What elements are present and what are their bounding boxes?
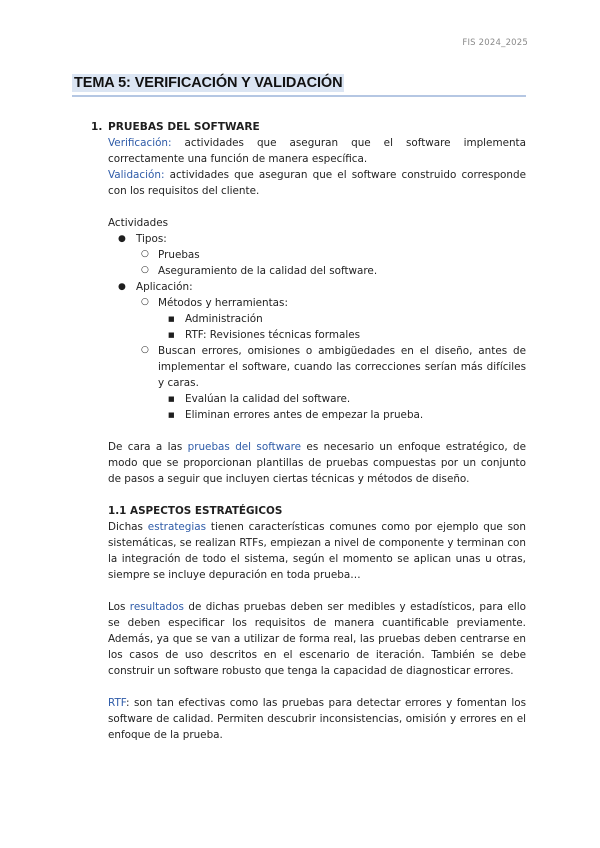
actividades-label: Actividades <box>108 217 168 229</box>
section-heading-text: PRUEBAS DEL SOFTWARE <box>108 121 260 133</box>
list-item-aplicacion: ● Aplicación: <box>118 281 193 293</box>
bullet-circle-icon: ○ <box>141 345 149 355</box>
list-item: ■ RTF: Revisiones técnicas formales <box>168 329 361 341</box>
paragraph-rtf: RTF: son tan efectivas como las pruebas para detectar errores y fomentan los software de calidad. Permiten descubrir inconsistencias, omisión y errores en el enfoque de la prueba. <box>108 697 526 741</box>
bullet-disc-icon: ● <box>118 234 126 244</box>
bullet-circle-icon: ○ <box>141 265 149 275</box>
list-item: ■ Administración <box>168 313 263 325</box>
definition-verificacion <box>108 135 526 167</box>
section-number: 1. <box>91 121 103 133</box>
bullet-disc-icon: ● <box>118 282 126 292</box>
paragraph-enfoque: De cara a las pruebas del software es necesario un enfoque estratégico, de modo que se proporcionan plantillas de pruebas compuestas por un conjunto de pasos a seguir que incluyen ciertas técnicas y métodos de diseño. <box>108 441 526 485</box>
title-bar <box>72 72 526 97</box>
list-item-metodos: ○ Métodos y herramientas: <box>108 295 526 311</box>
bullet-square-icon: ■ <box>168 395 175 403</box>
highlight-resultados: resultados <box>129 601 184 613</box>
list-item: ■ Evalúan la calidad del software. <box>168 393 351 405</box>
subsection-heading: 1.1 ASPECTOS ESTRATÉGICOS <box>108 505 283 517</box>
section-heading <box>91 119 526 135</box>
paragraph-resultados: Los resultados de dichas pruebas deben ser medibles y estadísticos, para ello se deben especificar los requisitos de manera cuantificable previamente. Además, ya que se van a utilizar de forma real, las pruebas deben centrarse en los casos de uso descritos en el escenario de iteración. También se debe construir un software robusto que tenga la capacidad de diagnosticar errores. <box>108 601 526 677</box>
bullet-square-icon: ■ <box>168 411 175 419</box>
bullet-circle-icon: ○ <box>141 297 149 307</box>
list-item-tipos: ● Tipos: <box>118 233 167 245</box>
validacion-text: actividades que aseguran que el software construido corresponde con los requisitos del cliente. <box>108 169 526 197</box>
list-item: ■ Eliminan errores antes de empezar la prueba. <box>168 409 424 421</box>
definition-validacion <box>108 167 526 199</box>
actividades-list <box>108 231 526 423</box>
bullet-square-icon: ■ <box>168 331 175 339</box>
verificacion-text: actividades que aseguran que el software implementa correctamente una función de manera específica. <box>108 137 526 165</box>
list-item: ○ Pruebas <box>108 247 526 263</box>
bullet-circle-icon: ○ <box>141 249 149 259</box>
term-verificacion: Verificación: <box>108 137 172 149</box>
bullet-square-icon: ■ <box>168 315 175 323</box>
document-body <box>91 119 526 743</box>
header-course-code: FIS 2024_2025 <box>462 38 528 48</box>
page-title: TEMA 5: VERIFICACIÓN Y VALIDACIÓN <box>74 75 343 91</box>
list-item-buscan: ○ Buscan errores, omisiones o ambigüedades en el diseño, antes de implementar el software, cuando las correcciones serían más difíciles y caras. <box>108 343 526 391</box>
paragraph-estrategias: Dichas estrategias tienen características comunes como por ejemplo que son sistemáticas, se realizan RTFs, empiezan a nivel de componente y terminan con la integración de todo el sistema, según el momento se aplican unas u otras, siempre se incluye depuración en toda prueba… <box>108 521 526 581</box>
highlight-rtf: RTF <box>108 697 126 709</box>
highlight-pruebas: pruebas del software <box>187 441 302 453</box>
list-item: ○ Aseguramiento de la calidad del software. <box>108 263 526 279</box>
term-validacion: Validación: <box>108 169 165 181</box>
highlight-estrategias: estrategias <box>147 521 207 533</box>
